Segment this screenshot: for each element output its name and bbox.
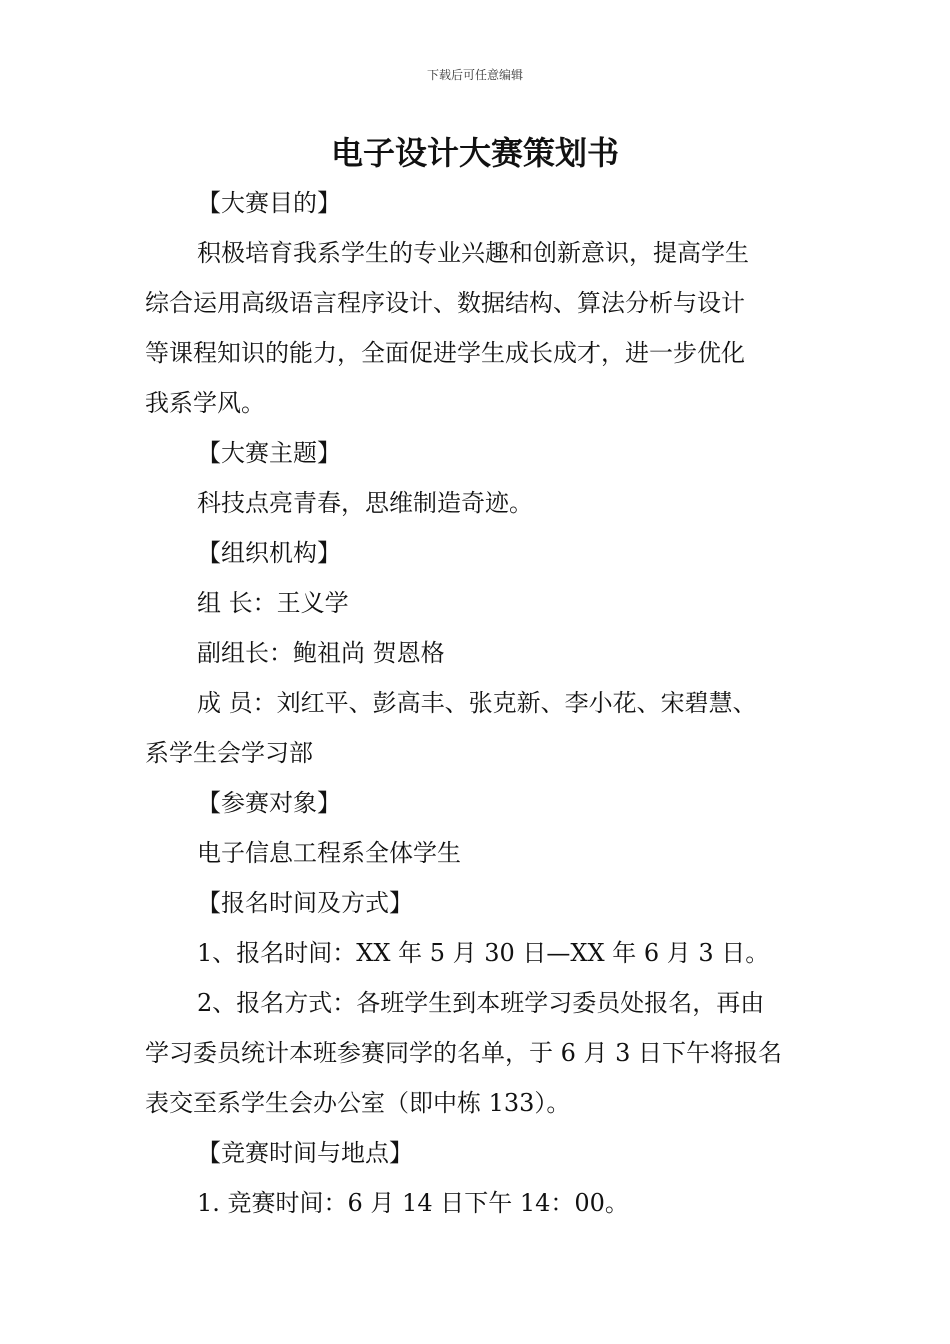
org-leader: 组 长：王义学 — [197, 589, 349, 617]
section-heading-competition: 【竞赛时间与地点】 — [197, 1139, 413, 1167]
purpose-paragraph-line: 等课程知识的能力，全面促进学生成长成才，进一步优化 — [145, 339, 745, 367]
org-deputy: 副组长：鲍祖尚 贺恩格 — [197, 639, 445, 667]
section-heading-purpose: 【大赛目的】 — [197, 189, 341, 217]
signup-method-line: 2、报名方式：各班学生到本班学习委员处报名，再由 — [197, 989, 765, 1017]
signup-method-line: 表交至系学生会办公室（即中栋 133）。 — [145, 1089, 571, 1117]
purpose-paragraph-line: 我系学风。 — [145, 389, 265, 417]
section-heading-organization: 【组织机构】 — [197, 539, 341, 567]
signup-method-line: 学习委员统计本班参赛同学的名单，于 6 月 3 日下午将报名 — [145, 1039, 783, 1067]
org-members-line: 成 员：刘红平、彭高丰、张克新、李小花、宋碧慧、 — [197, 689, 757, 717]
signup-time: 1、报名时间：XX 年 5 月 30 日—XX 年 6 月 3 日。 — [197, 939, 770, 967]
section-heading-theme: 【大赛主题】 — [197, 439, 341, 467]
org-members-line: 系学生会学习部 — [145, 739, 313, 767]
section-heading-signup: 【报名时间及方式】 — [197, 889, 413, 917]
target-text: 电子信息工程系全体学生 — [197, 839, 461, 867]
purpose-paragraph-line: 积极培育我系学生的专业兴趣和创新意识，提高学生 — [197, 239, 749, 267]
theme-text: 科技点亮青春，思维制造奇迹。 — [197, 489, 533, 517]
document-body — [145, 178, 810, 1228]
competition-time: 1. 竞赛时间：6 月 14 日下午 14：00。 — [197, 1189, 629, 1217]
document-title: 电子设计大赛策划书 — [330, 134, 619, 172]
purpose-paragraph-line: 综合运用高级语言程序设计、数据结构、算法分析与设计 — [145, 289, 745, 317]
section-heading-target: 【参赛对象】 — [197, 789, 341, 817]
header-note: 下载后可任意编辑 — [426, 68, 523, 82]
